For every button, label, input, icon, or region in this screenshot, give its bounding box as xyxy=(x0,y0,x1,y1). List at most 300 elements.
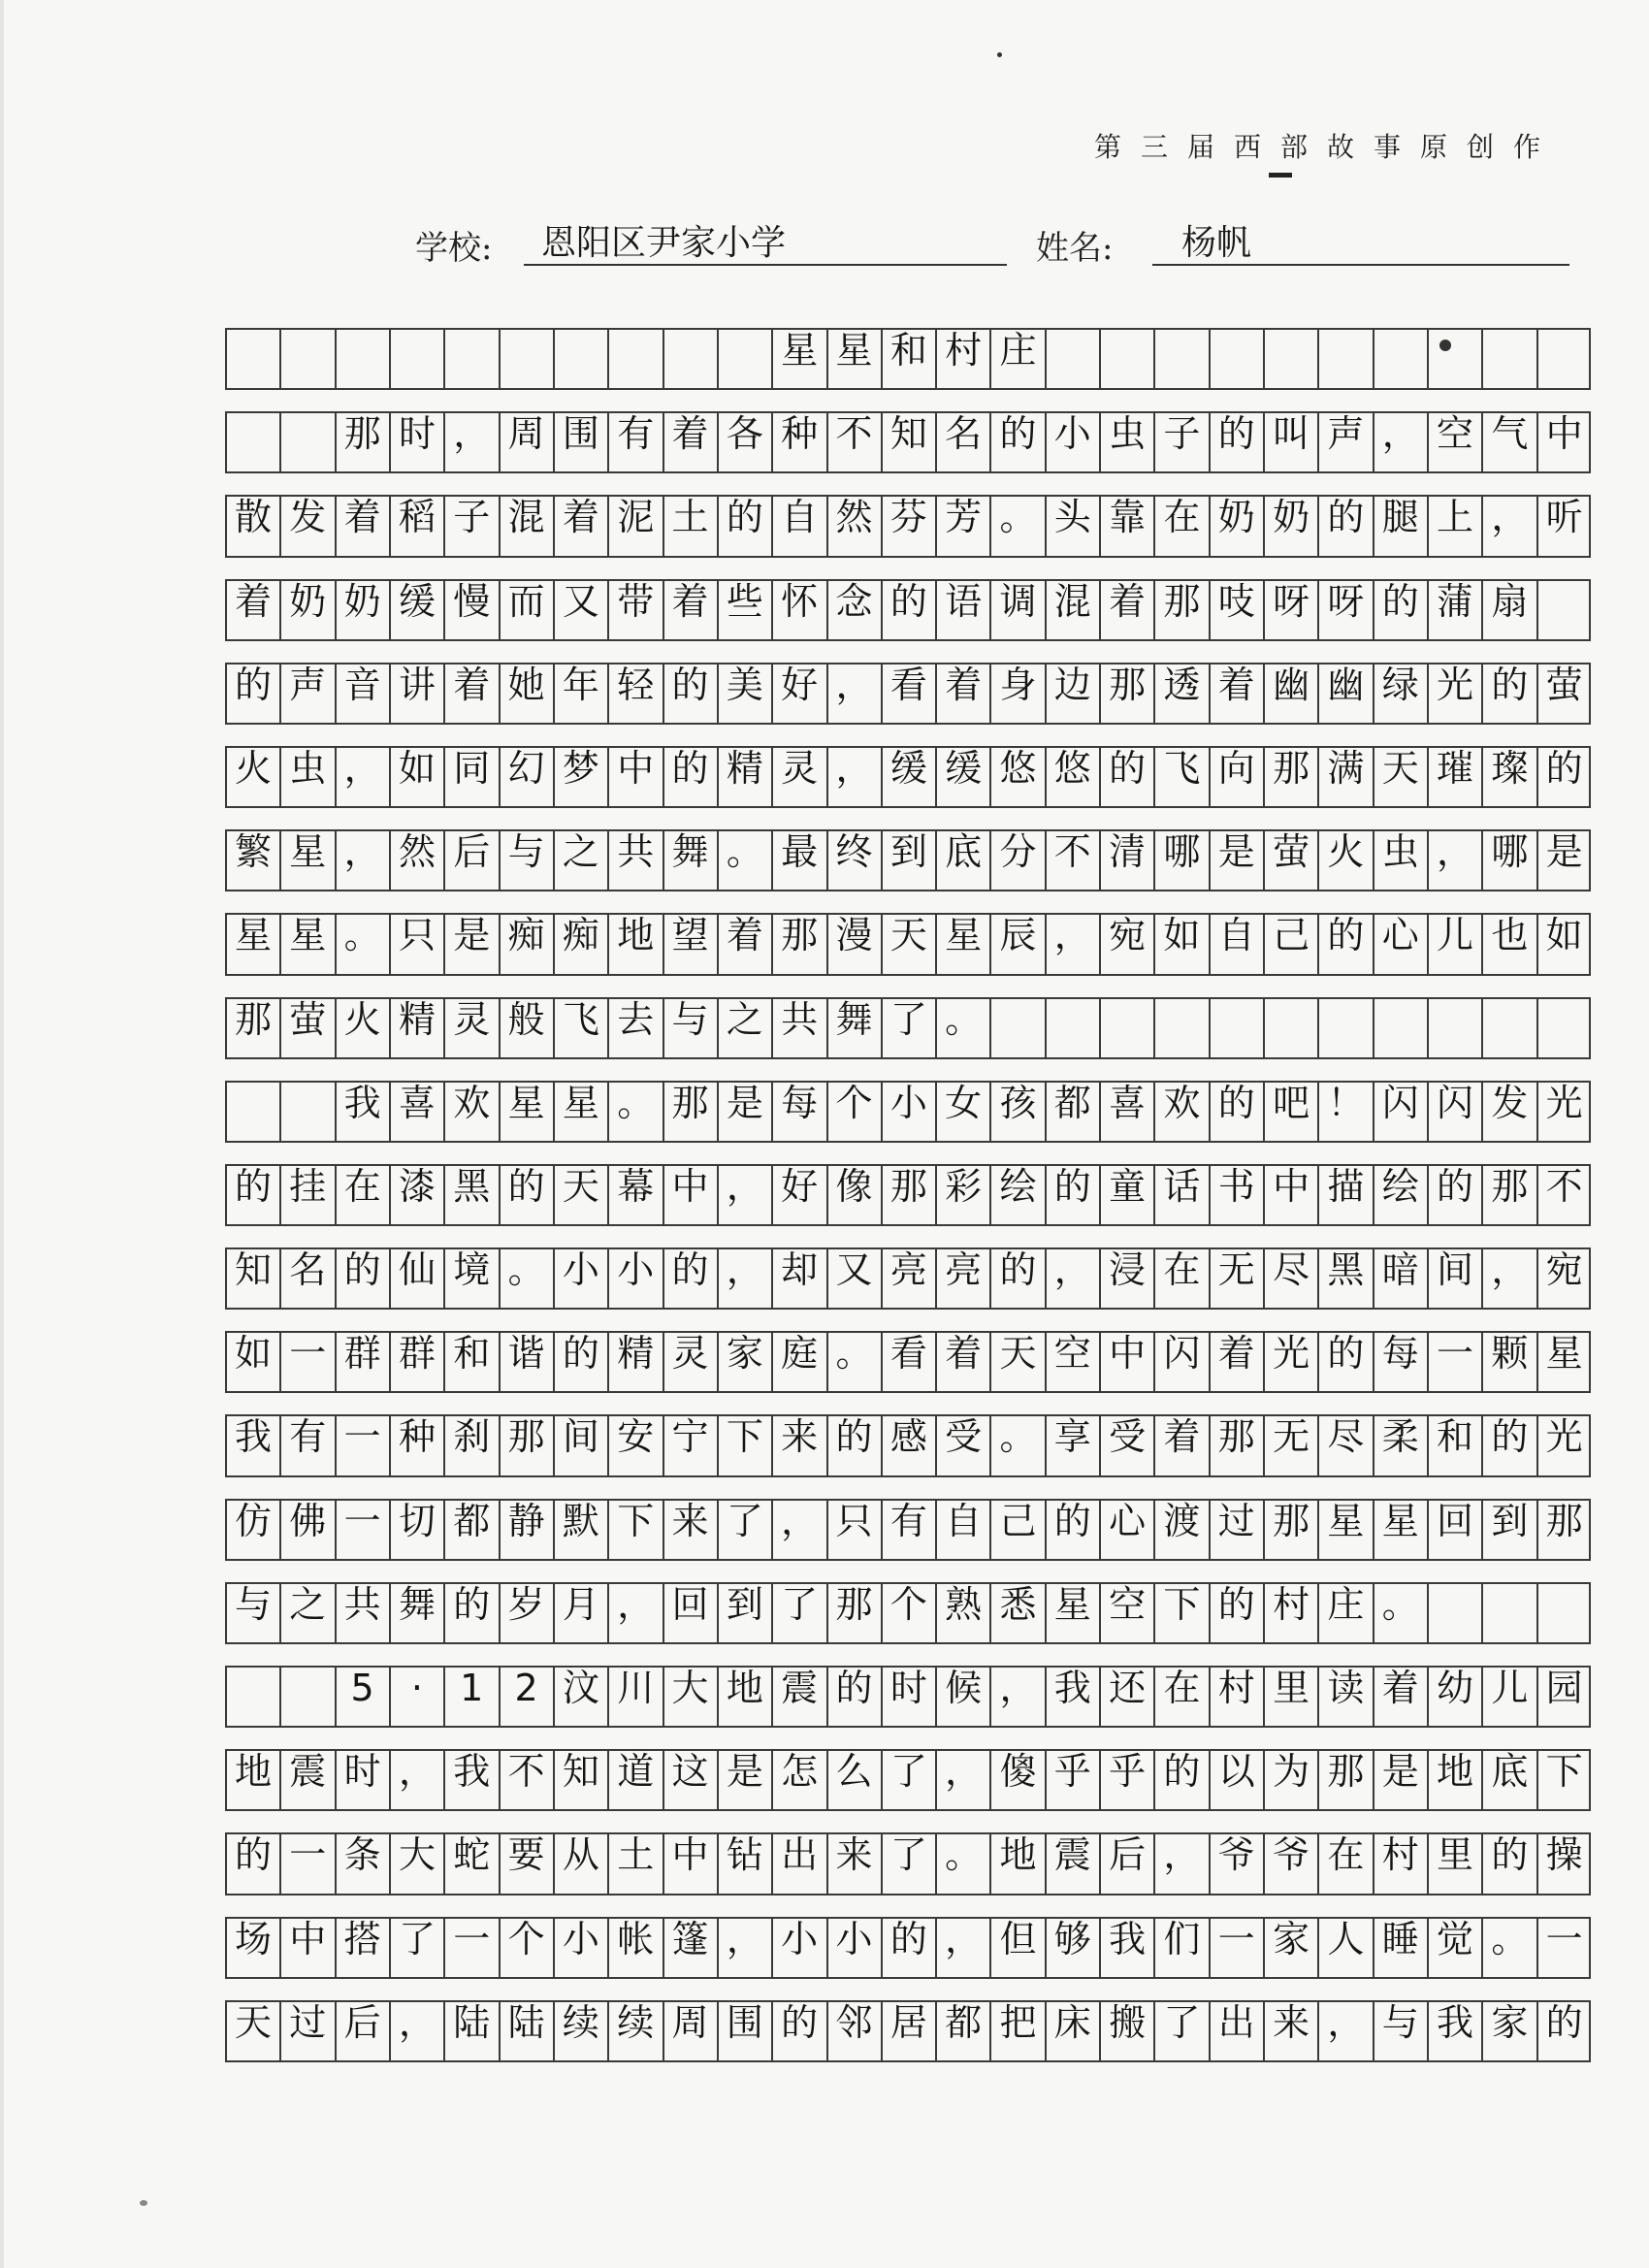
essay-char: 陆 xyxy=(507,2000,545,2044)
grid-cell-divider xyxy=(1481,997,1483,1059)
essay-char: 个 xyxy=(835,1081,873,1124)
essay-char: 人 xyxy=(1327,1917,1365,1960)
essay-char: 园 xyxy=(1545,1667,1583,1710)
essay-char: 都 xyxy=(1053,1081,1091,1124)
essay-char: 。 xyxy=(999,1415,1037,1459)
essay-char: 不 xyxy=(1545,1164,1583,1208)
essay-char: 哪 xyxy=(1163,830,1201,874)
essay-char: 着 xyxy=(945,663,983,706)
essay-char: 群 xyxy=(343,1332,381,1376)
essay-char: 了 xyxy=(398,1917,436,1960)
grid-cell-divider xyxy=(1536,328,1538,390)
grid-cell-divider xyxy=(1263,997,1265,1059)
header-mark xyxy=(1269,173,1292,178)
essay-char: 是 xyxy=(1381,1750,1419,1794)
essay-char: 每 xyxy=(1381,1332,1419,1376)
essay-char: 虫 xyxy=(289,746,327,790)
essay-char: 那 xyxy=(1273,746,1310,790)
essay-char: 的 xyxy=(1545,746,1583,790)
grid-row-bottom-line xyxy=(225,1977,1591,1979)
essay-char: 着 xyxy=(453,663,491,706)
essay-char: 天 xyxy=(234,2000,272,2044)
essay-char: 语 xyxy=(945,579,983,623)
essay-char: 的 xyxy=(1217,1081,1255,1124)
essay-char: 的 xyxy=(507,1164,545,1208)
essay-char: 那 xyxy=(1491,1164,1529,1208)
essay-char: ， xyxy=(617,1582,655,1626)
essay-char: 星 xyxy=(1327,1499,1365,1542)
essay-char: 过 xyxy=(1217,1499,1255,1542)
essay-char: 下 xyxy=(1163,1582,1201,1626)
essay-char: 一 xyxy=(453,1917,491,1960)
essay-char: 的 xyxy=(835,1415,873,1459)
essay-char: 够 xyxy=(1053,1917,1091,1960)
essay-char: 终 xyxy=(835,830,873,874)
essay-char: 幕 xyxy=(617,1164,655,1208)
essay-char: 与 xyxy=(671,997,709,1041)
essay-char: 的 xyxy=(1217,412,1255,456)
essay-char: 来 xyxy=(1273,2000,1310,2044)
essay-char: 如 xyxy=(1545,914,1583,957)
ink-speck xyxy=(140,2200,147,2206)
essay-char: 了 xyxy=(889,1750,927,1794)
essay-char: 大 xyxy=(671,1667,709,1710)
grid-cell-divider xyxy=(1099,997,1101,1059)
essay-char: 的 xyxy=(1327,496,1365,539)
essay-char: 地 xyxy=(999,1833,1037,1877)
essay-char: 和 xyxy=(1437,1415,1474,1459)
essay-char: 声 xyxy=(1327,412,1365,456)
essay-char: 村 xyxy=(1217,1667,1255,1710)
essay-char: 的 xyxy=(1491,663,1529,706)
essay-char: 星 xyxy=(1381,1499,1419,1542)
essay-char: 操 xyxy=(1545,1833,1583,1877)
essay-char: 音 xyxy=(343,663,381,706)
essay-char: 呀 xyxy=(1327,579,1365,623)
essay-char: 又 xyxy=(835,1248,873,1292)
grid-cell-divider xyxy=(225,411,227,473)
essay-char: 怎 xyxy=(781,1750,819,1794)
essay-char: 到 xyxy=(1491,1499,1529,1542)
essay-char: 好 xyxy=(781,663,819,706)
name-underline xyxy=(1152,264,1569,266)
essay-char: 我 xyxy=(453,1750,491,1794)
essay-char: 场 xyxy=(234,1917,272,1960)
essay-char: 吧 xyxy=(1273,1081,1310,1124)
essay-char: 小 xyxy=(889,1081,927,1124)
essay-char: 泥 xyxy=(617,496,655,539)
essay-char: 的 xyxy=(1327,1332,1365,1376)
essay-char: 蛇 xyxy=(453,1833,491,1877)
grid-cell-divider xyxy=(1589,1582,1591,1644)
essay-char: 颗 xyxy=(1491,1332,1529,1376)
essay-char: 调 xyxy=(999,579,1037,623)
grid-cell-divider xyxy=(1153,328,1155,390)
grid-cell-divider xyxy=(1045,997,1047,1059)
essay-char: 奶 xyxy=(1273,496,1310,539)
essay-char: 讲 xyxy=(398,663,436,706)
essay-char: 都 xyxy=(453,1499,491,1542)
essay-char: 的 xyxy=(835,1667,873,1710)
school-field xyxy=(415,215,1007,274)
essay-char: 中 xyxy=(617,746,655,790)
essay-char: 那 xyxy=(234,997,272,1041)
essay-char: 浸 xyxy=(1109,1248,1147,1292)
grid-cell-divider xyxy=(1373,997,1374,1059)
essay-char: 回 xyxy=(671,1582,709,1626)
essay-char: 繁 xyxy=(234,830,272,874)
essay-char: 陆 xyxy=(453,2000,491,2044)
essay-char: 慢 xyxy=(453,579,491,623)
essay-char: 土 xyxy=(617,1833,655,1877)
school-label: 学校: xyxy=(415,229,493,268)
grid-row-bottom-line xyxy=(225,1391,1591,1393)
essay-char: 地 xyxy=(234,1750,272,1794)
grid-row-bottom-line xyxy=(225,1308,1591,1310)
essay-char: 漆 xyxy=(398,1164,436,1208)
grid-cell-divider xyxy=(1317,328,1319,390)
essay-char: ， xyxy=(1327,2000,1365,2044)
essay-char: 星 xyxy=(562,1081,599,1124)
essay-char: 的 xyxy=(889,579,927,623)
essay-char: 灵 xyxy=(671,1332,709,1376)
ink-speck xyxy=(1439,340,1451,351)
essay-char: 儿 xyxy=(1437,914,1474,957)
essay-char: 爷 xyxy=(1217,1833,1255,1877)
essay-char: 天 xyxy=(999,1332,1037,1376)
grid-cell-divider xyxy=(389,328,391,390)
grid-cell-divider xyxy=(1209,328,1211,390)
essay-char: 火 xyxy=(343,997,381,1041)
essay-char: 发 xyxy=(289,496,327,539)
essay-char: 村 xyxy=(1273,1582,1310,1626)
essay-char: 话 xyxy=(1163,1164,1201,1208)
essay-char: 缓 xyxy=(398,579,436,623)
grid-row-bottom-line xyxy=(225,1726,1591,1728)
essay-char: 不 xyxy=(1053,830,1091,874)
essay-char: 在 xyxy=(1163,1667,1201,1710)
essay-char: 童 xyxy=(1109,1164,1147,1208)
essay-char: 的 xyxy=(453,1582,491,1626)
essay-char: 描 xyxy=(1327,1164,1365,1208)
essay-char: 是 xyxy=(726,1750,763,1794)
essay-char: 的 xyxy=(999,412,1037,456)
essay-char: 有 xyxy=(289,1415,327,1459)
essay-char: 土 xyxy=(671,496,709,539)
essay-title-char: 星 xyxy=(781,329,819,372)
essay-char: 灵 xyxy=(781,746,819,790)
essay-char: 黑 xyxy=(453,1164,491,1208)
essay-char: 境 xyxy=(453,1248,491,1292)
essay-char: 的 xyxy=(562,1332,599,1376)
grid-cell-divider xyxy=(1317,997,1319,1059)
essay-char: 渡 xyxy=(1163,1499,1201,1542)
grid-cell-divider xyxy=(1589,579,1591,641)
essay-char: 柔 xyxy=(1381,1415,1419,1459)
essay-char: 。 xyxy=(726,830,763,874)
essay-char: 的 xyxy=(726,496,763,539)
essay-char: 在 xyxy=(343,1164,381,1208)
essay-char: 是 xyxy=(1545,830,1583,874)
essay-char: 底 xyxy=(1491,1750,1529,1794)
essay-char: 地 xyxy=(1437,1750,1474,1794)
essay-char: 空 xyxy=(1053,1332,1091,1376)
essay-char: 萤 xyxy=(1273,830,1310,874)
essay-char: 也 xyxy=(1491,914,1529,957)
essay-title-char: 村 xyxy=(945,329,983,372)
essay-char: 上 xyxy=(1437,496,1474,539)
essay-char: 那 xyxy=(1163,579,1201,623)
essay-char: ， xyxy=(1491,496,1529,539)
essay-char: 搬 xyxy=(1109,2000,1147,2044)
essay-char: 之 xyxy=(726,997,763,1041)
essay-char: 心 xyxy=(1381,914,1419,957)
essay-char: 散 xyxy=(234,496,272,539)
essay-char: 的 xyxy=(1327,914,1365,957)
essay-char: 看 xyxy=(889,1332,927,1376)
essay-char: 为 xyxy=(1273,1750,1310,1794)
essay-char: 绘 xyxy=(1381,1164,1419,1208)
essay-char: 。 xyxy=(343,914,381,957)
grid-row-bottom-line xyxy=(225,1642,1591,1644)
essay-char: 的 xyxy=(1217,1582,1255,1626)
essay-char: 灵 xyxy=(453,997,491,1041)
essay-char: 有 xyxy=(617,412,655,456)
essay-char: 底 xyxy=(945,830,983,874)
essay-char: · xyxy=(410,1667,423,1710)
essay-char: 亮 xyxy=(945,1248,983,1292)
essay-char: 星 xyxy=(945,914,983,957)
essay-char: 着 xyxy=(234,579,272,623)
essay-char: 着 xyxy=(562,496,599,539)
essay-char: 好 xyxy=(781,1164,819,1208)
grid-cell-divider xyxy=(1263,328,1265,390)
essay-char: 是 xyxy=(453,914,491,957)
grid-row-bottom-line xyxy=(225,1475,1591,1477)
essay-char: 知 xyxy=(234,1248,272,1292)
essay-char: 小 xyxy=(835,1917,873,1960)
essay-char: 她 xyxy=(507,663,545,706)
essay-char: 奶 xyxy=(1217,496,1255,539)
essay-char: ， xyxy=(1053,1248,1091,1292)
essay-char: 的 xyxy=(1491,1833,1529,1877)
essay-char: 受 xyxy=(945,1415,983,1459)
essay-char: 。 xyxy=(835,1332,873,1376)
grid-row-bottom-line xyxy=(225,471,1591,473)
essay-char: 谐 xyxy=(507,1332,545,1376)
essay-char: 声 xyxy=(289,663,327,706)
essay-char: 候 xyxy=(945,1667,983,1710)
essay-char: 乎 xyxy=(1053,1750,1091,1794)
essay-char: 彩 xyxy=(945,1164,983,1208)
essay-char: 震 xyxy=(289,1750,327,1794)
essay-char: 挂 xyxy=(289,1164,327,1208)
essay-char: 些 xyxy=(726,579,763,623)
essay-char: 一 xyxy=(343,1499,381,1542)
essay-char: 里 xyxy=(1437,1833,1474,1877)
essay-char: ， xyxy=(343,746,381,790)
essay-char: 时 xyxy=(343,1750,381,1794)
essay-char: 悠 xyxy=(999,746,1037,790)
essay-char: 着 xyxy=(1109,579,1147,623)
essay-char: 间 xyxy=(1437,1248,1474,1292)
essay-char: 子 xyxy=(1163,412,1201,456)
essay-char: 的 xyxy=(671,1248,709,1292)
essay-char: ， xyxy=(999,1667,1037,1710)
essay-char: 自 xyxy=(1217,914,1255,957)
essay-char: 5 xyxy=(350,1667,374,1710)
essay-char: 来 xyxy=(671,1499,709,1542)
essay-char: 我 xyxy=(343,1081,381,1124)
essay-char: 不 xyxy=(835,412,873,456)
essay-char: 然 xyxy=(398,830,436,874)
essay-char: 尽 xyxy=(1327,1415,1365,1459)
grid-cell-divider xyxy=(663,328,664,390)
essay-char: 宛 xyxy=(1545,1248,1583,1292)
essay-char: ， xyxy=(945,1750,983,1794)
essay-char: 种 xyxy=(781,412,819,456)
essay-char: 怀 xyxy=(781,579,819,623)
essay-char: ， xyxy=(835,746,873,790)
essay-char: 己 xyxy=(1273,914,1310,957)
essay-char: 之 xyxy=(562,830,599,874)
essay-char: ， xyxy=(726,1164,763,1208)
essay-char: 舞 xyxy=(398,1582,436,1626)
essay-char: 闪 xyxy=(1437,1081,1474,1124)
essay-char: 仿 xyxy=(234,1499,272,1542)
essay-char: 念 xyxy=(835,579,873,623)
grid-cell-divider xyxy=(553,328,555,390)
essay-char: 那 xyxy=(1545,1499,1583,1542)
essay-char: 分 xyxy=(999,830,1037,874)
essay-char: 着 xyxy=(1217,663,1255,706)
essay-char: 有 xyxy=(889,1499,927,1542)
essay-char: 宁 xyxy=(671,1415,709,1459)
essay-char: 光 xyxy=(1437,663,1474,706)
essay-char: 带 xyxy=(617,579,655,623)
essay-char: 而 xyxy=(507,579,545,623)
essay-char: 那 xyxy=(1217,1415,1255,1459)
essay-char: ， xyxy=(1053,914,1091,957)
essay-char: 知 xyxy=(889,412,927,456)
grid-cell-divider xyxy=(225,1666,227,1728)
grid-cell-divider xyxy=(607,328,609,390)
essay-char: 默 xyxy=(562,1499,599,1542)
essay-char: 个 xyxy=(889,1582,927,1626)
essay-char: 的 xyxy=(1053,1499,1091,1542)
essay-char: 孩 xyxy=(999,1081,1037,1124)
grid-row-bottom-line xyxy=(225,806,1591,808)
essay-char: 如 xyxy=(1163,914,1201,957)
essay-char: 身 xyxy=(999,663,1037,706)
essay-char: 爷 xyxy=(1273,1833,1310,1877)
essay-char: 来 xyxy=(835,1833,873,1877)
essay-char: 着 xyxy=(1381,1667,1419,1710)
essay-char: 我 xyxy=(234,1415,272,1459)
essay-char: ， xyxy=(945,1917,983,1960)
essay-char: 之 xyxy=(289,1582,327,1626)
essay-char: 透 xyxy=(1163,663,1201,706)
essay-char: 佛 xyxy=(289,1499,327,1542)
essay-char: 那 xyxy=(781,914,819,957)
grid-cell-divider xyxy=(1589,328,1591,390)
essay-char: 痴 xyxy=(562,914,599,957)
essay-char: 篷 xyxy=(671,1917,709,1960)
essay-char: 的 xyxy=(999,1248,1037,1292)
essay-char: 精 xyxy=(617,1332,655,1376)
essay-char: 如 xyxy=(398,746,436,790)
essay-char: 1 xyxy=(460,1667,484,1710)
essay-char: 邻 xyxy=(835,2000,873,2044)
essay-char: 名 xyxy=(289,1248,327,1292)
essay-char: 。 xyxy=(507,1248,545,1292)
essay-char: 痴 xyxy=(507,914,545,957)
essay-title-char: 星 xyxy=(835,329,873,372)
essay-char: 般 xyxy=(507,997,545,1041)
essay-char: 。 xyxy=(945,997,983,1041)
essay-char: 头 xyxy=(1053,496,1091,539)
essay-char: 听 xyxy=(1545,496,1583,539)
essay-char: 小 xyxy=(562,1248,599,1292)
essay-char: 道 xyxy=(617,1750,655,1794)
essay-char: 满 xyxy=(1327,746,1365,790)
essay-char: 中 xyxy=(671,1164,709,1208)
essay-char: 家 xyxy=(1491,2000,1529,2044)
essay-char: 下 xyxy=(617,1499,655,1542)
essay-char: 吱 xyxy=(1217,579,1255,623)
grid-cell-divider xyxy=(1536,1582,1538,1644)
essay-char: 梦 xyxy=(562,746,599,790)
essay-char: 却 xyxy=(781,1248,819,1292)
essay-char: 过 xyxy=(289,2000,327,2044)
essay-char: 黑 xyxy=(1327,1248,1365,1292)
essay-char: 的 xyxy=(343,1248,381,1292)
contest-title: 第三届西部故事原创作 xyxy=(1094,131,1561,163)
essay-char: 美 xyxy=(726,663,763,706)
grid-cell-divider xyxy=(1481,1582,1483,1644)
essay-char: 在 xyxy=(1163,496,1201,539)
essay-char: 中 xyxy=(671,1833,709,1877)
essay-char: 亮 xyxy=(889,1248,927,1292)
essay-char: 把 xyxy=(999,2000,1037,2044)
essay-char: 飞 xyxy=(1163,746,1201,790)
essay-char: 星 xyxy=(507,1081,545,1124)
essay-char: 以 xyxy=(1217,1750,1255,1794)
essay-char: 2 xyxy=(514,1667,538,1710)
essay-char: 的 xyxy=(671,746,709,790)
essay-char: 后 xyxy=(1109,1833,1147,1877)
school-value: 恩阳区尹家小学 xyxy=(541,223,787,263)
grid-row-bottom-line xyxy=(225,1141,1591,1143)
essay-char: 的 xyxy=(1053,1164,1091,1208)
grid-row-bottom-line xyxy=(225,388,1591,390)
essay-char: 一 xyxy=(343,1415,381,1459)
essay-char: 气 xyxy=(1491,412,1529,456)
essay-char: 一 xyxy=(1545,1917,1583,1960)
essay-char: 在 xyxy=(1327,1833,1365,1877)
grid-row-bottom-line xyxy=(225,890,1591,891)
essay-char: 群 xyxy=(398,1332,436,1376)
essay-char: 小 xyxy=(1053,412,1091,456)
essay-char: 和 xyxy=(453,1332,491,1376)
grid-cell-divider xyxy=(225,328,227,390)
essay-char: 围 xyxy=(726,2000,763,2044)
essay-char: 着 xyxy=(1217,1332,1255,1376)
essay-char: 萤 xyxy=(1545,663,1583,706)
grid-cell-divider xyxy=(1099,328,1101,390)
name-field xyxy=(1036,215,1569,274)
essay-char: 暗 xyxy=(1381,1248,1419,1292)
